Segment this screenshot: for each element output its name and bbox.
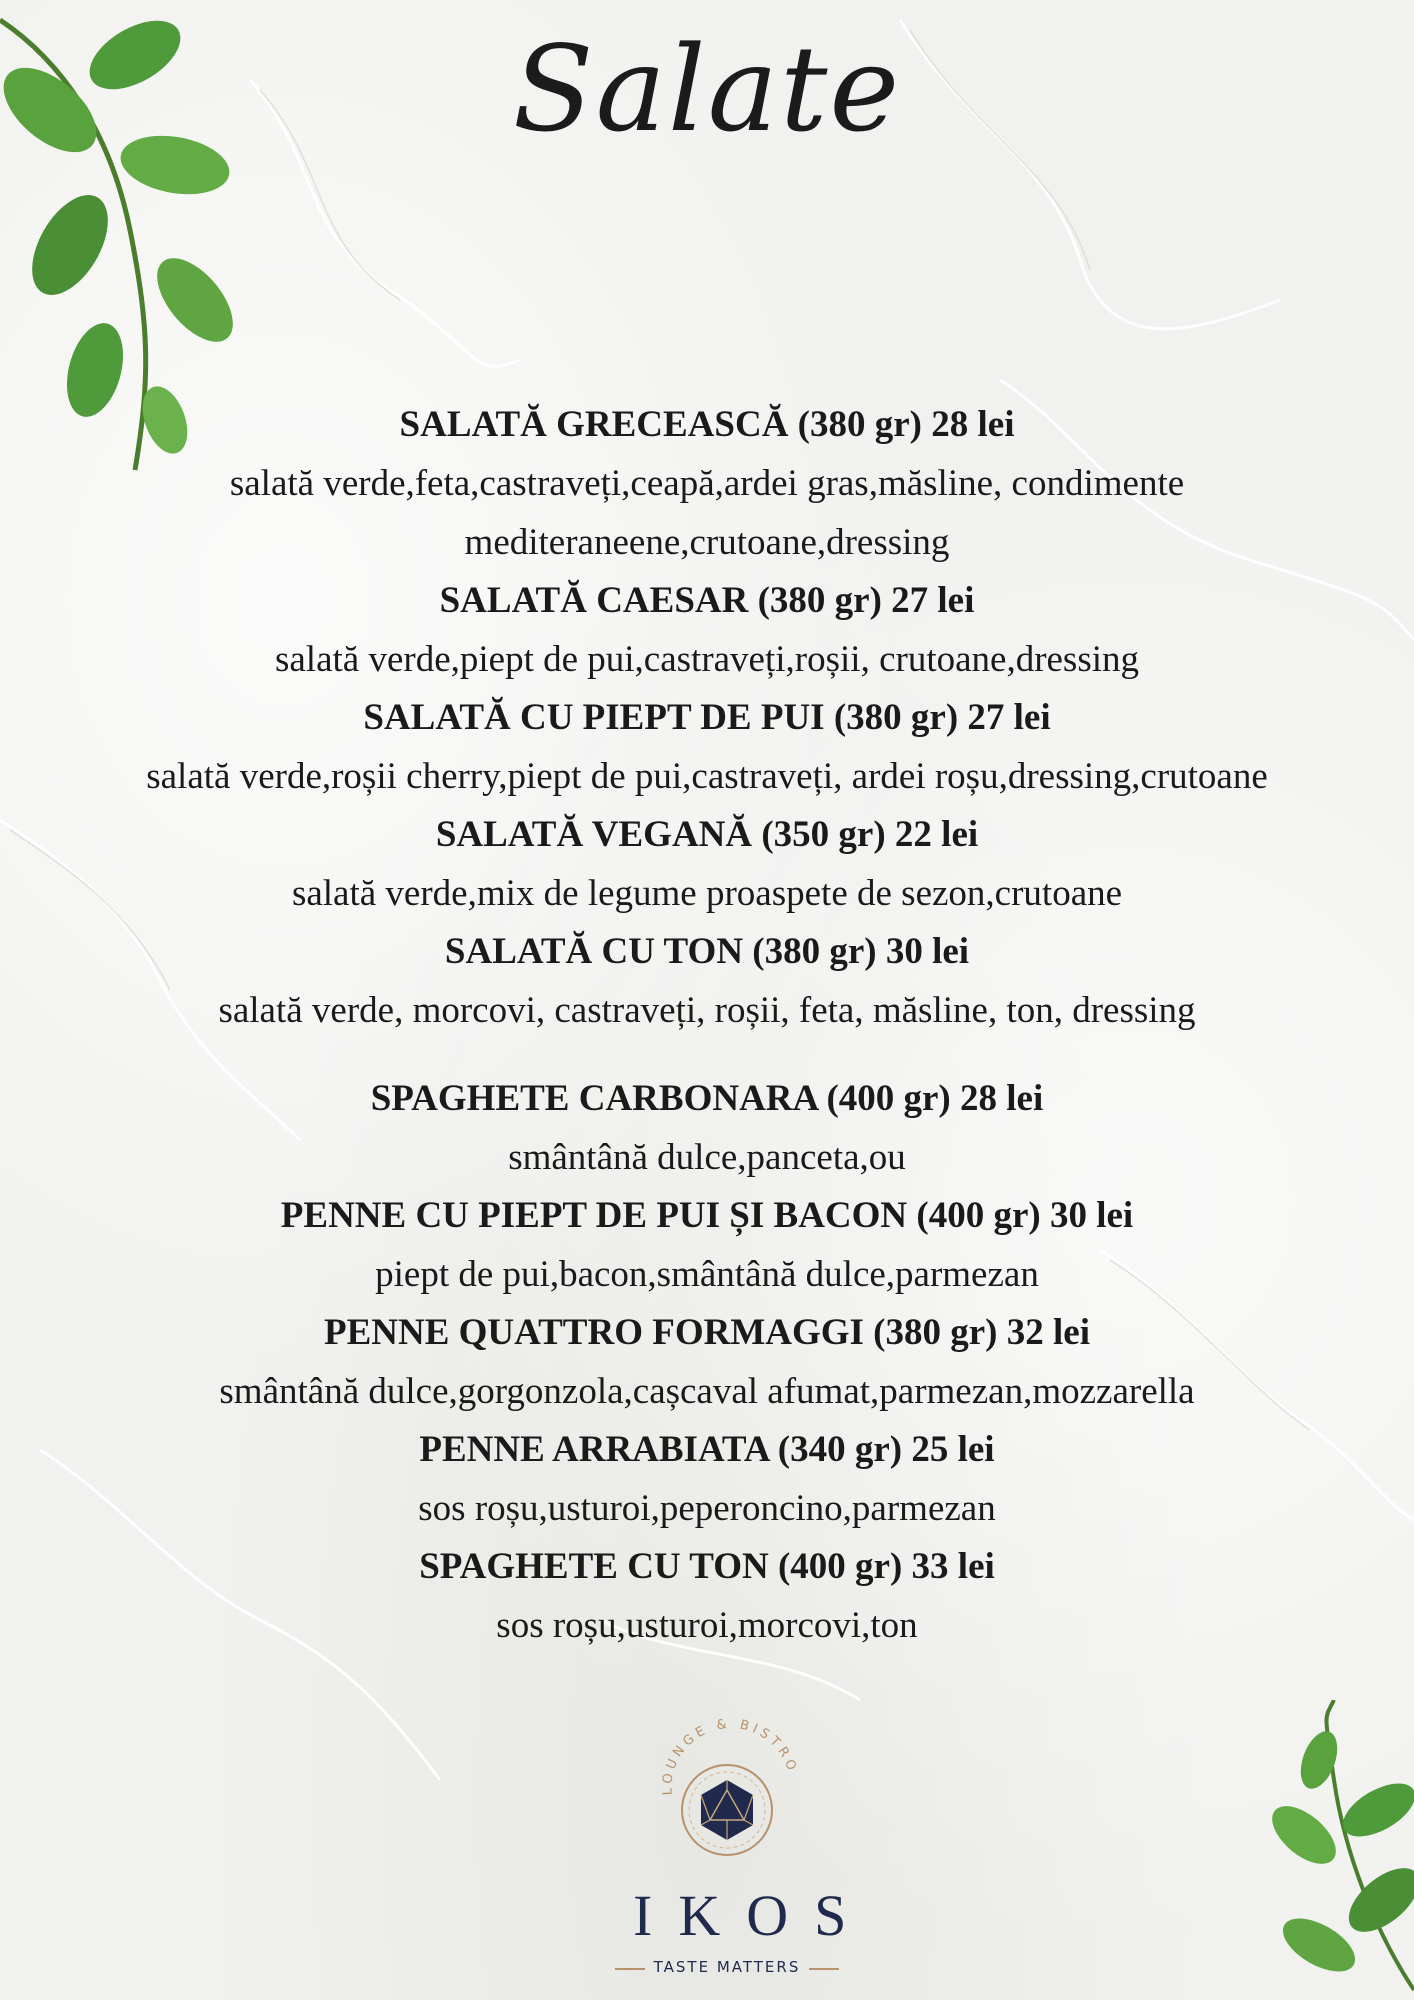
item-name: SALATĂ CU TON (380 gr) 30 lei (444, 931, 970, 972)
logo-tagline: TASTE MATTERS (653, 1958, 801, 1976)
leaf-decoration-bottom-right (1264, 1700, 1414, 2000)
menu-item (0, 396, 1414, 572)
menu-item (0, 1070, 1414, 1187)
menu-item (0, 689, 1414, 806)
item-description: smântână dulce,panceta,ou (508, 1137, 906, 1178)
logo-arc-text: LOUNGE & BISTRO (660, 1716, 800, 1796)
item-name: SALATĂ CAESAR (380 gr) 27 lei (439, 580, 975, 621)
item-name: SALATĂ CU PIEPT DE PUI (380 gr) 27 lei (363, 697, 1051, 738)
item-name: SPAGHETE CU TON (400 gr) 33 lei (419, 1546, 995, 1587)
item-description: salată verde,roșii cherry,piept de pui,castraveți, ardei roșu,dressing,crutoane (146, 756, 1268, 797)
item-name: SALATĂ GRECEASCĂ (380 gr) 28 lei (399, 404, 1015, 445)
item-description: salată verde, morcovi, castraveți, roșii, feta, măsline, ton, dressing (218, 990, 1196, 1031)
logo-name: IKOS (633, 1883, 873, 1948)
item-description: piept de pui,bacon,smântână dulce,parmezan (375, 1254, 1039, 1295)
item-description: smântână dulce,gorgonzola,cașcaval afumat,parmezan,mozzarella (219, 1371, 1195, 1412)
item-description: salată verde,feta,castraveți,ceapă,ardei gras,măsline, condimente (229, 463, 1185, 504)
section-gap (0, 1040, 1414, 1070)
menu-item (0, 572, 1414, 689)
item-description: salată verde,piept de pui,castraveți,roșii, crutoane,dressing (274, 639, 1140, 680)
menu-item (0, 1421, 1414, 1538)
logo-emblem-icon (652, 1700, 802, 1880)
ikos-logo (607, 1700, 873, 1990)
item-name: SALATĂ VEGANĂ (350 gr) 22 lei (435, 814, 979, 855)
menu-item (0, 923, 1414, 1040)
item-name: PENNE QUATTRO FORMAGGI (380 gr) 32 lei (324, 1312, 1090, 1353)
item-description: salată verde,mix de legume proaspete de sezon,crutoane (291, 873, 1123, 914)
item-description: sos roșu,usturoi,morcovi,ton (496, 1605, 918, 1646)
menu-item (0, 806, 1414, 923)
item-name: PENNE ARRABIATA (340 gr) 25 lei (419, 1429, 995, 1470)
menu-item (0, 1304, 1414, 1421)
item-description: mediteraneene,crutoane,dressing (464, 522, 950, 563)
page-title: Salate (512, 20, 902, 158)
item-name: SPAGHETE CARBONARA (400 gr) 28 lei (370, 1078, 1044, 1119)
menu-list (0, 396, 1414, 1655)
item-name: PENNE CU PIEPT DE PUI ȘI BACON (400 gr) 30 lei (280, 1195, 1134, 1236)
menu-item (0, 1187, 1414, 1304)
item-description: sos roșu,usturoi,peperoncino,parmezan (418, 1488, 996, 1529)
menu-item (0, 1538, 1414, 1655)
